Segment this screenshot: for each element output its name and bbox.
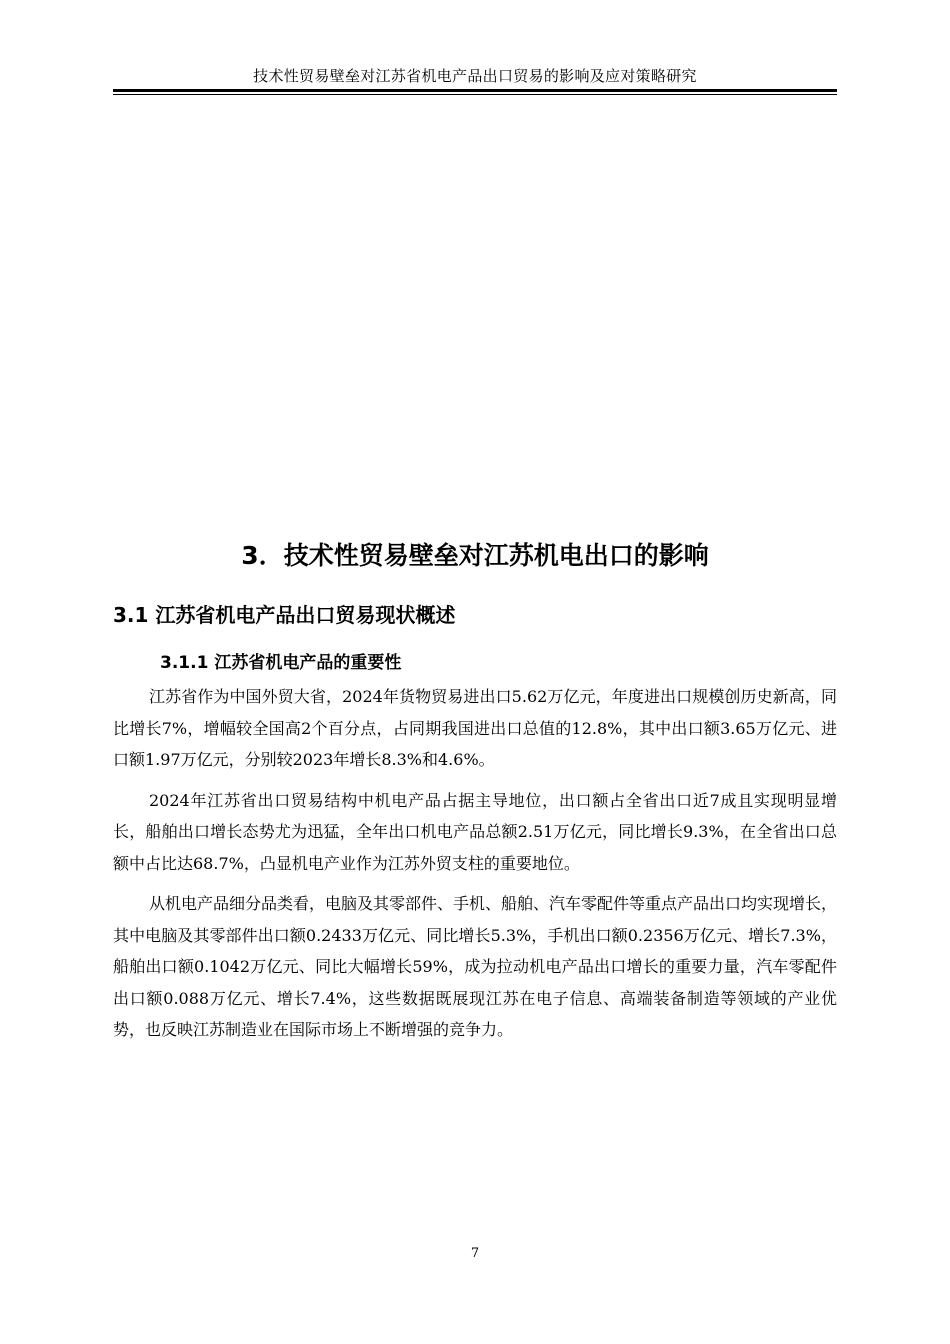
chapter-title: 3．技术性贸易壁垒对江苏机电出口的影响 [241, 541, 709, 570]
paragraph: 2024年江苏省出口贸易结构中机电产品占据主导地位，出口额占全省出口近7成且实现明显增长，船舶出口增长态势尤为迅猛，全年出口机电产品总额2.51万亿元，同比增长9.3%，在全省出口总额中占比达68.7%，凸显机电产业作为江苏外贸支柱的重要地位。 [113, 790, 837, 873]
header-rule-thick [113, 89, 837, 92]
running-header: 技术性贸易壁垒对江苏省机电产品出口贸易的影响及应对策略研究 [253, 67, 697, 85]
paragraph: 从机电产品细分品类看，电脑及其零部件、手机、船舶、汽车零配件等重点产品出口均实现增长，其中电脑及其零部件出口额0.2433万亿元、同比增长5.3%，手机出口额0.2356万亿元、增长7.3%，船舶出口额0.1042万亿元、同比大幅增长59%，成为拉动机电产品出口增长的重要力量，汽车零配件出口额0.088万亿元、增长7.4%，这些数据既展现江苏在电子信息、高端装备制造等领域的产业优势，也反映江苏制造业在国际市场上不断增强的竞争力。 [113, 894, 838, 1039]
body-text [113, 681, 837, 1055]
paragraph: 江苏省作为中国外贸大省，2024年货物贸易进出口5.62万亿元，年度进出口规模创历史新高，同比增长7%，增幅较全国高2个百分点，占同期我国进出口总值的12.8%，其中出口额3.65万亿元、进口额1.97万亿元，分别较2023年增长8.3%和4.6%。 [113, 687, 837, 769]
section-title: 3.1 江苏省机电产品出口贸易现状概述 [113, 603, 456, 627]
header-rule-thin [113, 94, 837, 95]
subsection-title: 3.1.1 江苏省机电产品的重要性 [160, 653, 402, 673]
page-number: 7 [470, 1246, 480, 1261]
